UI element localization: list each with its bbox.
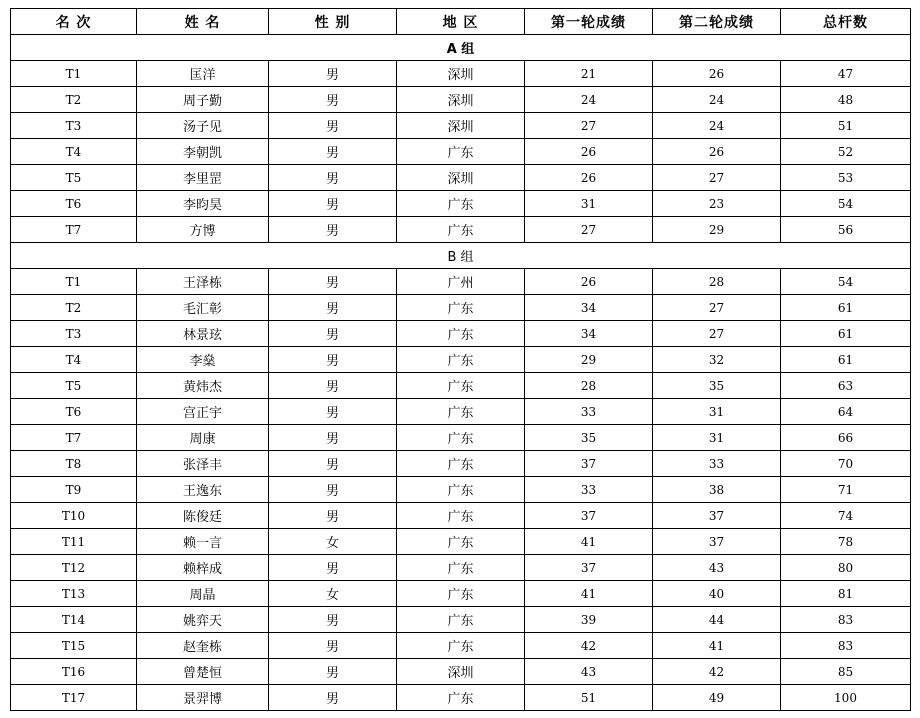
- table-row: [11, 113, 911, 139]
- cell-round1-score: 34: [525, 321, 653, 347]
- table-row: [11, 581, 911, 607]
- cell-round1-score: 27: [525, 113, 653, 139]
- cell-player-name: 周晶: [137, 581, 269, 607]
- cell-round1-score: 33: [525, 399, 653, 425]
- table-row: [11, 373, 911, 399]
- cell-round1-score: 26: [525, 165, 653, 191]
- cell-gender: 男: [269, 633, 397, 659]
- cell-gender: 男: [269, 503, 397, 529]
- cell-round1-score: 35: [525, 425, 653, 451]
- cell-region: 广东: [397, 633, 525, 659]
- cell-round2-score: 41: [653, 633, 781, 659]
- cell-player-name: 宫正宇: [137, 399, 269, 425]
- cell-rank: T7: [11, 425, 137, 451]
- cell-total-strokes: 56: [781, 217, 911, 243]
- cell-rank: T8: [11, 451, 137, 477]
- cell-round1-score: 28: [525, 373, 653, 399]
- cell-rank: T12: [11, 555, 137, 581]
- cell-total-strokes: 81: [781, 581, 911, 607]
- cell-player-name: 赖梓成: [137, 555, 269, 581]
- cell-total-strokes: 47: [781, 61, 911, 87]
- cell-rank: T1: [11, 61, 137, 87]
- cell-round2-score: 44: [653, 607, 781, 633]
- cell-gender: 男: [269, 269, 397, 295]
- cell-round1-score: 31: [525, 191, 653, 217]
- cell-total-strokes: 74: [781, 503, 911, 529]
- cell-gender: 男: [269, 139, 397, 165]
- group-row: [11, 243, 911, 269]
- cell-gender: 男: [269, 373, 397, 399]
- cell-round1-score: 21: [525, 61, 653, 87]
- table-row: [11, 269, 911, 295]
- cell-round2-score: 27: [653, 321, 781, 347]
- cell-region: 广东: [397, 451, 525, 477]
- header-gender: 性 别: [269, 9, 397, 35]
- cell-rank: T5: [11, 165, 137, 191]
- cell-gender: 男: [269, 607, 397, 633]
- cell-region: 广东: [397, 529, 525, 555]
- cell-player-name: 姚弈天: [137, 607, 269, 633]
- cell-gender: 男: [269, 347, 397, 373]
- header-name: 姓 名: [137, 9, 269, 35]
- cell-region: 广州: [397, 269, 525, 295]
- cell-gender: 男: [269, 451, 397, 477]
- cell-gender: 男: [269, 425, 397, 451]
- cell-round2-score: 37: [653, 529, 781, 555]
- cell-round2-score: 26: [653, 61, 781, 87]
- cell-round1-score: 24: [525, 87, 653, 113]
- cell-round1-score: 43: [525, 659, 653, 685]
- table-row: [11, 399, 911, 425]
- cell-rank: T15: [11, 633, 137, 659]
- cell-gender: 男: [269, 659, 397, 685]
- table-row: [11, 425, 911, 451]
- cell-round2-score: 43: [653, 555, 781, 581]
- cell-region: 广东: [397, 347, 525, 373]
- cell-player-name: 毛汇彰: [137, 295, 269, 321]
- cell-round1-score: 34: [525, 295, 653, 321]
- cell-round2-score: 33: [653, 451, 781, 477]
- cell-round1-score: 39: [525, 607, 653, 633]
- cell-player-name: 李朝凯: [137, 139, 269, 165]
- cell-player-name: 张泽丰: [137, 451, 269, 477]
- cell-total-strokes: 80: [781, 555, 911, 581]
- cell-total-strokes: 100: [781, 685, 911, 711]
- table-row: [11, 165, 911, 191]
- cell-player-name: 黄炜杰: [137, 373, 269, 399]
- cell-gender: 女: [269, 581, 397, 607]
- cell-round1-score: 33: [525, 477, 653, 503]
- cell-round1-score: 37: [525, 451, 653, 477]
- cell-total-strokes: 85: [781, 659, 911, 685]
- cell-region: 深圳: [397, 113, 525, 139]
- cell-round2-score: 31: [653, 399, 781, 425]
- cell-total-strokes: 83: [781, 633, 911, 659]
- cell-gender: 男: [269, 61, 397, 87]
- cell-gender: 男: [269, 113, 397, 139]
- cell-round1-score: 27: [525, 217, 653, 243]
- cell-gender: 男: [269, 191, 397, 217]
- table-row: [11, 295, 911, 321]
- cell-round1-score: 41: [525, 529, 653, 555]
- cell-round1-score: 42: [525, 633, 653, 659]
- cell-total-strokes: 54: [781, 191, 911, 217]
- table-row: [11, 607, 911, 633]
- cell-region: 广东: [397, 139, 525, 165]
- cell-player-name: 匡洋: [137, 61, 269, 87]
- cell-total-strokes: 51: [781, 113, 911, 139]
- cell-region: 广东: [397, 425, 525, 451]
- cell-region: 广东: [397, 685, 525, 711]
- cell-rank: T11: [11, 529, 137, 555]
- cell-rank: T6: [11, 191, 137, 217]
- cell-round2-score: 32: [653, 347, 781, 373]
- cell-player-name: 王逸东: [137, 477, 269, 503]
- cell-rank: T3: [11, 321, 137, 347]
- cell-player-name: 林景玹: [137, 321, 269, 347]
- cell-round2-score: 42: [653, 659, 781, 685]
- table-row: [11, 555, 911, 581]
- cell-total-strokes: 61: [781, 347, 911, 373]
- cell-region: 广东: [397, 555, 525, 581]
- cell-player-name: 李里罡: [137, 165, 269, 191]
- cell-region: 广东: [397, 477, 525, 503]
- cell-region: 广东: [397, 503, 525, 529]
- cell-player-name: 周子勤: [137, 87, 269, 113]
- cell-region: 广东: [397, 191, 525, 217]
- cell-rank: T1: [11, 269, 137, 295]
- cell-rank: T5: [11, 373, 137, 399]
- table-body: [11, 35, 911, 711]
- cell-total-strokes: 61: [781, 295, 911, 321]
- cell-round2-score: 28: [653, 269, 781, 295]
- header-round1: 第一轮成绩: [525, 9, 653, 35]
- cell-region: 广东: [397, 295, 525, 321]
- cell-player-name: 赖一言: [137, 529, 269, 555]
- cell-region: 广东: [397, 321, 525, 347]
- table-row: [11, 659, 911, 685]
- cell-region: 深圳: [397, 61, 525, 87]
- header-round2: 第二轮成绩: [653, 9, 781, 35]
- table-row: [11, 217, 911, 243]
- cell-total-strokes: 63: [781, 373, 911, 399]
- cell-round2-score: 24: [653, 113, 781, 139]
- cell-total-strokes: 52: [781, 139, 911, 165]
- cell-total-strokes: 78: [781, 529, 911, 555]
- cell-gender: 男: [269, 295, 397, 321]
- cell-rank: T4: [11, 347, 137, 373]
- cell-rank: T3: [11, 113, 137, 139]
- header-rank: 名 次: [11, 9, 137, 35]
- cell-rank: T10: [11, 503, 137, 529]
- cell-round1-score: 37: [525, 503, 653, 529]
- cell-gender: 男: [269, 555, 397, 581]
- cell-player-name: 曾楚恒: [137, 659, 269, 685]
- cell-region: 深圳: [397, 87, 525, 113]
- cell-total-strokes: 48: [781, 87, 911, 113]
- table-row: [11, 139, 911, 165]
- table-row: [11, 633, 911, 659]
- cell-round2-score: 29: [653, 217, 781, 243]
- cell-region: 广东: [397, 373, 525, 399]
- cell-gender: 男: [269, 399, 397, 425]
- cell-rank: T14: [11, 607, 137, 633]
- cell-total-strokes: 83: [781, 607, 911, 633]
- cell-round1-score: 26: [525, 139, 653, 165]
- cell-player-name: 汤子见: [137, 113, 269, 139]
- cell-round2-score: 40: [653, 581, 781, 607]
- cell-player-name: 李昀昊: [137, 191, 269, 217]
- cell-rank: T7: [11, 217, 137, 243]
- cell-region: 广东: [397, 607, 525, 633]
- cell-player-name: 王泽栋: [137, 269, 269, 295]
- cell-round2-score: 35: [653, 373, 781, 399]
- cell-gender: 男: [269, 685, 397, 711]
- cell-player-name: 赵奎栋: [137, 633, 269, 659]
- cell-total-strokes: 53: [781, 165, 911, 191]
- results-table-container: [10, 8, 911, 711]
- cell-rank: T17: [11, 685, 137, 711]
- cell-round2-score: 23: [653, 191, 781, 217]
- table-row: [11, 61, 911, 87]
- header-region: 地 区: [397, 9, 525, 35]
- cell-round2-score: 31: [653, 425, 781, 451]
- cell-round2-score: 49: [653, 685, 781, 711]
- cell-round2-score: 26: [653, 139, 781, 165]
- cell-gender: 男: [269, 217, 397, 243]
- cell-region: 广东: [397, 217, 525, 243]
- cell-rank: T9: [11, 477, 137, 503]
- cell-rank: T16: [11, 659, 137, 685]
- cell-region: 广东: [397, 399, 525, 425]
- cell-total-strokes: 61: [781, 321, 911, 347]
- group-title: A 组: [11, 35, 911, 61]
- cell-round2-score: 24: [653, 87, 781, 113]
- cell-round1-score: 41: [525, 581, 653, 607]
- header-row: [11, 9, 911, 35]
- cell-player-name: 李燊: [137, 347, 269, 373]
- cell-gender: 男: [269, 87, 397, 113]
- cell-rank: T13: [11, 581, 137, 607]
- cell-round2-score: 37: [653, 503, 781, 529]
- cell-rank: T2: [11, 87, 137, 113]
- cell-gender: 女: [269, 529, 397, 555]
- group-row: [11, 35, 911, 61]
- cell-total-strokes: 70: [781, 451, 911, 477]
- cell-round2-score: 27: [653, 295, 781, 321]
- cell-player-name: 方博: [137, 217, 269, 243]
- cell-total-strokes: 54: [781, 269, 911, 295]
- results-table: [10, 8, 911, 711]
- cell-player-name: 景羿博: [137, 685, 269, 711]
- table-row: [11, 503, 911, 529]
- cell-round2-score: 27: [653, 165, 781, 191]
- cell-total-strokes: 71: [781, 477, 911, 503]
- table-row: [11, 529, 911, 555]
- table-row: [11, 191, 911, 217]
- table-row: [11, 87, 911, 113]
- header-total: 总杆数: [781, 9, 911, 35]
- cell-round1-score: 29: [525, 347, 653, 373]
- cell-total-strokes: 66: [781, 425, 911, 451]
- cell-rank: T6: [11, 399, 137, 425]
- cell-gender: 男: [269, 477, 397, 503]
- cell-region: 深圳: [397, 659, 525, 685]
- cell-gender: 男: [269, 165, 397, 191]
- table-row: [11, 685, 911, 711]
- cell-player-name: 周康: [137, 425, 269, 451]
- cell-region: 广东: [397, 581, 525, 607]
- table-row: [11, 451, 911, 477]
- cell-round1-score: 51: [525, 685, 653, 711]
- group-title: B 组: [11, 243, 911, 269]
- table-row: [11, 321, 911, 347]
- cell-gender: 男: [269, 321, 397, 347]
- table-row: [11, 477, 911, 503]
- cell-round1-score: 37: [525, 555, 653, 581]
- cell-region: 深圳: [397, 165, 525, 191]
- cell-total-strokes: 64: [781, 399, 911, 425]
- cell-round1-score: 26: [525, 269, 653, 295]
- table-row: [11, 347, 911, 373]
- cell-rank: T4: [11, 139, 137, 165]
- cell-rank: T2: [11, 295, 137, 321]
- cell-player-name: 陈俊廷: [137, 503, 269, 529]
- cell-round2-score: 38: [653, 477, 781, 503]
